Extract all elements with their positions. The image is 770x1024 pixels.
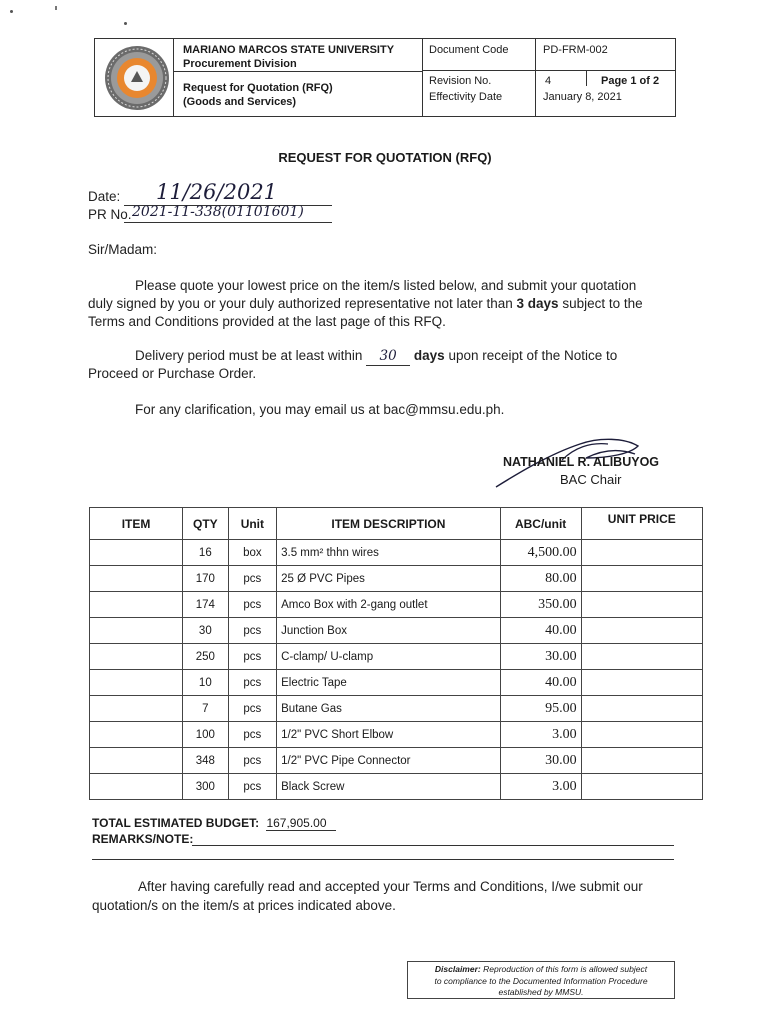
description-cell: 3.5 mm² thhn wires — [277, 540, 501, 566]
abc-cell: 30.00 — [500, 644, 581, 670]
remarks-label: REMARKS/NOTE: — [92, 832, 194, 846]
unit-cell: box — [228, 540, 277, 566]
qty-cell: 16 — [183, 540, 229, 566]
disclaimer-box: Disclaimer: Reproduction of this form is allowed subject to compliance to the Documented Information Procedure established by MMSU. — [407, 961, 675, 999]
unit-cell: pcs — [228, 696, 277, 722]
unit-price-cell — [581, 644, 702, 670]
unit-cell: pcs — [228, 618, 277, 644]
table-header-row — [90, 508, 703, 540]
item-cell — [90, 540, 183, 566]
col-header-item: ITEM — [90, 508, 183, 540]
effectivity-label: Effectivity Date — [429, 91, 503, 103]
item-cell — [90, 722, 183, 748]
unit-cell: pcs — [228, 566, 277, 592]
unit-cell: pcs — [228, 774, 277, 800]
division-name: Procurement Division — [183, 58, 297, 70]
description-cell: 25 Ø PVC Pipes — [277, 566, 501, 592]
unit-cell: pcs — [228, 670, 277, 696]
form-title-line1: Request for Quotation (RFQ) — [183, 82, 333, 94]
table-row — [90, 566, 703, 592]
abc-cell: 95.00 — [500, 696, 581, 722]
doc-code-label: Document Code — [429, 44, 509, 56]
deadline-days: 3 days — [516, 296, 559, 311]
qty-cell: 250 — [183, 644, 229, 670]
document-header — [94, 38, 676, 117]
table-row — [90, 618, 703, 644]
description-cell: Black Screw — [277, 774, 501, 800]
total-budget-value: 167,905.00 — [266, 816, 336, 831]
abc-cell: 30.00 — [500, 748, 581, 774]
qty-cell: 348 — [183, 748, 229, 774]
item-cell — [90, 748, 183, 774]
form-title-line2: (Goods and Services) — [183, 96, 297, 108]
table-row — [90, 774, 703, 800]
abc-cell: 40.00 — [500, 670, 581, 696]
description-cell: Electric Tape — [277, 670, 501, 696]
table-row — [90, 748, 703, 774]
abc-cell: 80.00 — [500, 566, 581, 592]
description-cell: C-clamp/ U-clamp — [277, 644, 501, 670]
page-title: REQUEST FOR QUOTATION (RFQ) — [278, 150, 492, 165]
table-row — [90, 670, 703, 696]
unit-price-cell — [581, 748, 702, 774]
unit-price-cell — [581, 618, 702, 644]
abc-cell: 4,500.00 — [500, 540, 581, 566]
col-header-unit: Unit — [228, 508, 277, 540]
scan-speck — [124, 22, 127, 25]
table-row — [90, 696, 703, 722]
scan-speck — [10, 10, 13, 13]
table-row — [90, 592, 703, 618]
signatory-name: NATHANIEL R. ALIBUYOG — [503, 455, 660, 469]
qty-cell: 10 — [183, 670, 229, 696]
doc-code-value: PD-FRM-002 — [543, 44, 608, 56]
salutation: Sir/Madam: — [88, 242, 158, 257]
signatory-title: BAC Chair — [560, 472, 622, 487]
date-handwritten: 11/26/2021 — [156, 180, 278, 204]
unit-price-cell — [581, 722, 702, 748]
item-cell — [90, 644, 183, 670]
item-cell — [90, 566, 183, 592]
description-cell: 1/2" PVC Short Elbow — [277, 722, 501, 748]
table-row — [90, 540, 703, 566]
revision-value: 4 — [545, 75, 552, 87]
col-header-qty: QTY — [183, 508, 229, 540]
qty-cell: 300 — [183, 774, 229, 800]
qty-cell: 7 — [183, 696, 229, 722]
page-number: Page 1 of 2 — [601, 75, 660, 87]
col-header-abc: ABC/unit — [500, 508, 581, 540]
qty-cell: 174 — [183, 592, 229, 618]
col-header-unit-price: UNIT PRICE — [581, 508, 702, 540]
qty-cell: 100 — [183, 722, 229, 748]
unit-price-cell — [581, 670, 702, 696]
unit-price-cell — [581, 566, 702, 592]
date-label: Date: — [88, 189, 121, 204]
pr-number-label: PR No. — [88, 207, 132, 222]
unit-cell: pcs — [228, 592, 277, 618]
item-cell — [90, 592, 183, 618]
abc-cell: 40.00 — [500, 618, 581, 644]
description-cell: Butane Gas — [277, 696, 501, 722]
total-budget — [92, 816, 336, 831]
description-cell: Junction Box — [277, 618, 501, 644]
item-cell — [90, 670, 183, 696]
university-seal-logo — [104, 45, 170, 111]
abc-cell: 350.00 — [500, 592, 581, 618]
unit-price-cell — [581, 696, 702, 722]
unit-price-cell — [581, 592, 702, 618]
university-name: MARIANO MARCOS STATE UNIVERSITY — [183, 44, 395, 56]
qty-cell: 170 — [183, 566, 229, 592]
unit-price-cell — [581, 774, 702, 800]
unit-cell: pcs — [228, 722, 277, 748]
delivery-days-handwritten: 30 — [366, 347, 410, 366]
unit-price-cell — [581, 540, 702, 566]
table-row — [90, 722, 703, 748]
paragraph1-line3: Terms and Conditions provided at the last page of this RFQ. — [88, 314, 446, 329]
items-table — [89, 507, 703, 800]
effectivity-value: January 8, 2021 — [543, 91, 622, 103]
abc-cell: 3.00 — [500, 722, 581, 748]
paragraph2-line2: Proceed or Purchase Order. — [88, 366, 257, 381]
abc-cell: 3.00 — [500, 774, 581, 800]
description-cell: Amco Box with 2-gang outlet — [277, 592, 501, 618]
paragraph1-line1: Please quote your lowest price on the item/s listed below, and submit your quotation — [135, 278, 637, 293]
description-cell: 1/2" PVC Pipe Connector — [277, 748, 501, 774]
closing-line2: quotation/s on the item/s at prices indicated above. — [92, 898, 396, 913]
unit-cell: pcs — [228, 748, 277, 774]
item-cell — [90, 774, 183, 800]
revision-label: Revision No. — [429, 75, 492, 87]
pr-number-handwritten: 2021-11-338(01101601) — [132, 204, 304, 220]
closing-line1: After having carefully read and accepted your Terms and Conditions, I/we submit our — [138, 879, 643, 894]
paragraph2-line1: Delivery period must be at least within 30 days upon receipt of the Notice to — [135, 348, 618, 364]
item-cell — [90, 618, 183, 644]
total-budget-label: TOTAL ESTIMATED BUDGET: — [92, 816, 260, 830]
paragraph1-line2: duly signed by you or your duly authorized representative not later than 3 days subject to the — [88, 296, 643, 311]
qty-cell: 30 — [183, 618, 229, 644]
item-cell — [90, 696, 183, 722]
scan-speck — [55, 6, 57, 10]
clarification-text: For any clarification, you may email us at bac@mmsu.edu.ph. — [135, 402, 505, 417]
table-row — [90, 644, 703, 670]
col-header-description: ITEM DESCRIPTION — [277, 508, 501, 540]
unit-cell: pcs — [228, 644, 277, 670]
